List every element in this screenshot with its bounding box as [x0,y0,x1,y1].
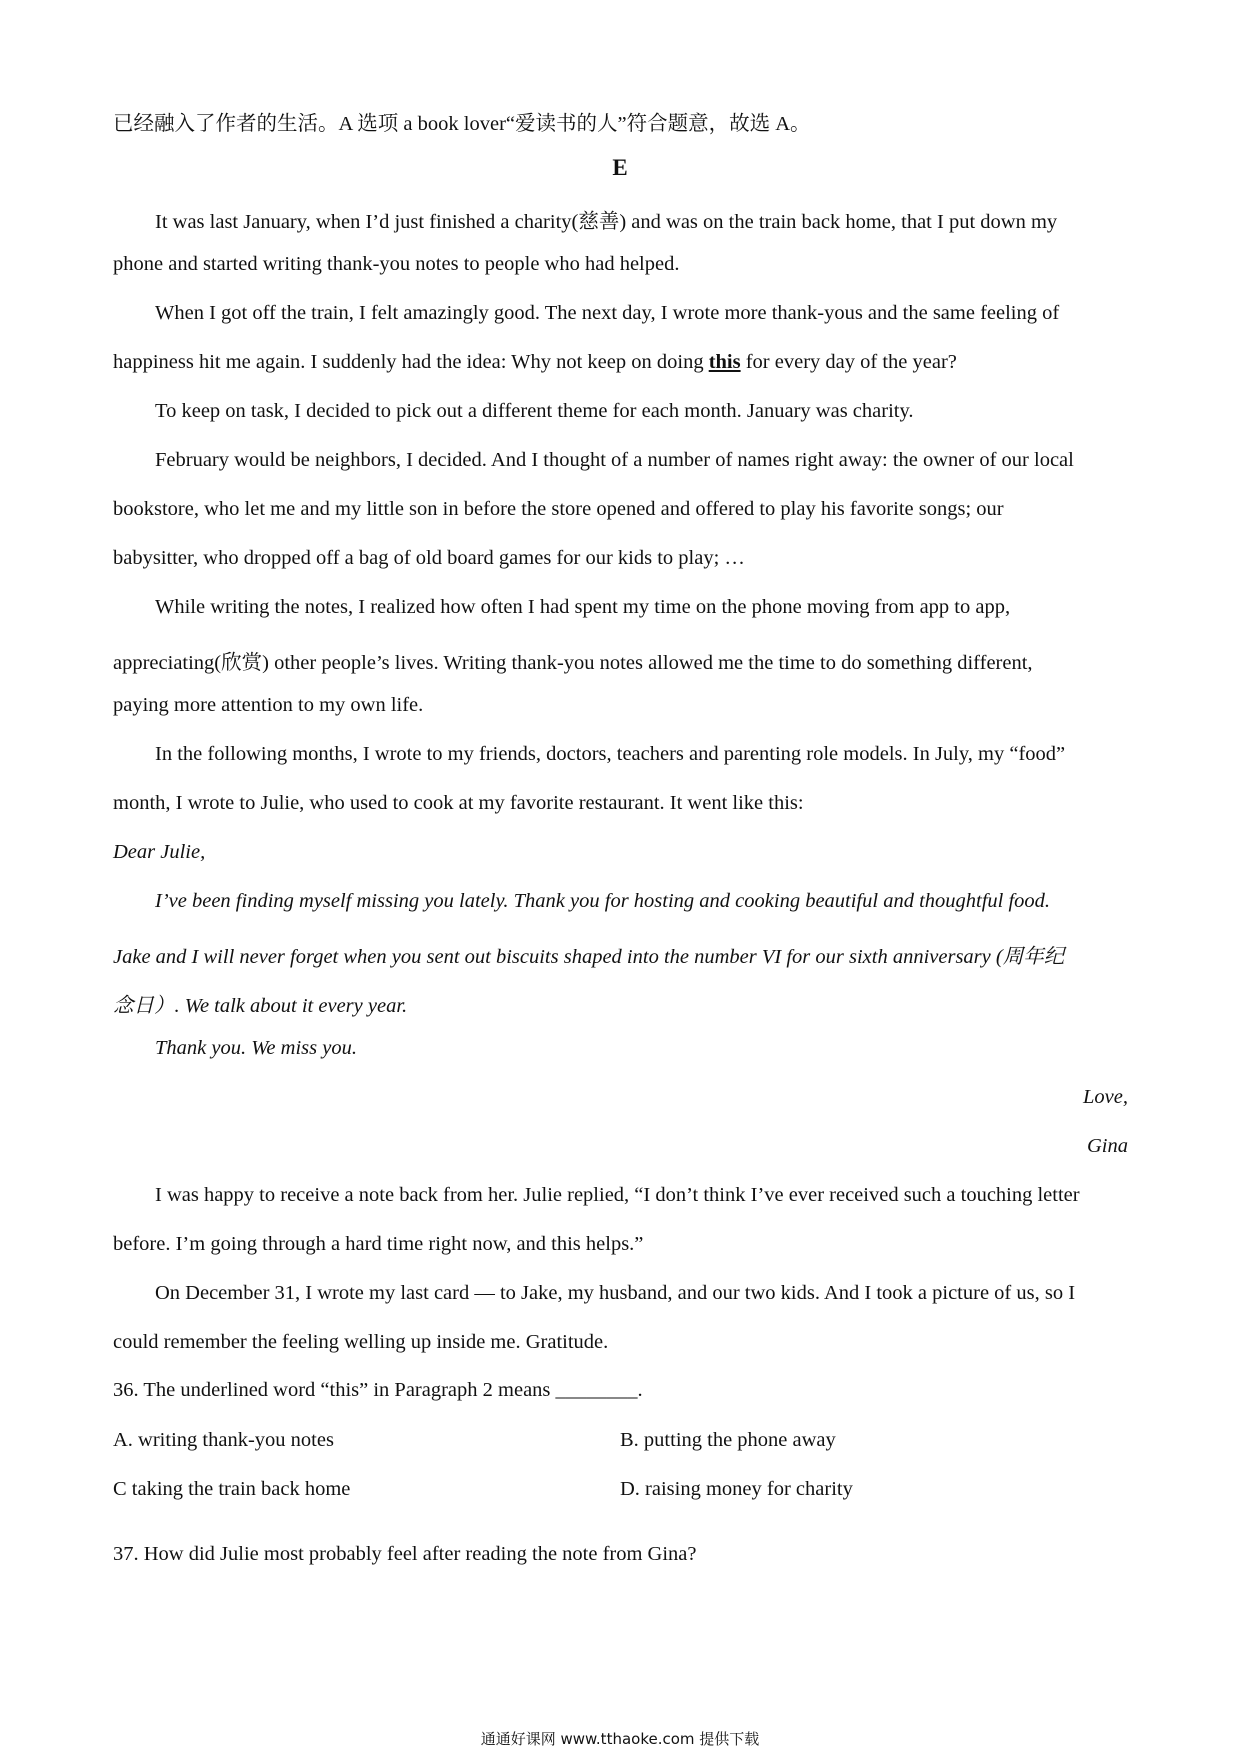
paragraph-6-line-1: In the following months, I wrote to my friends, doctors, teachers and parenting role models. In July, my “food” [155,743,1066,765]
letter-line-2: Jake and I will never forget when you sent out biscuits shaped into the number VI for our sixth anniversary (周年纪 [113,946,1065,968]
letter-line-3: 念日）. We talk about it every year. [113,995,408,1017]
paragraph-1-line-1: It was last January, when I’d just finished a charity(慈善) and was on the train back home, that I put down my [155,211,1058,233]
paragraph-4-line-2: bookstore, who let me and my little son in before the store opened and offered to play his favorite songs; our [113,498,1004,520]
paragraph-7-line-1: I was happy to receive a note back from her. Julie replied, “I don’t think I’ve ever received such a touching letter [155,1184,1080,1206]
previous-answer-explanation: 已经融入了作者的生活。A 选项 a book lover“爱读书的人”符合题意，故选 A。 [113,113,811,135]
paragraph-6-line-2: month, I wrote to Julie, who used to cook at my favorite restaurant. It went like this: [113,792,804,814]
letter-line-4: Thank you. We miss you. [155,1037,357,1059]
underlined-word: this [708,351,741,373]
paragraph-2-text-after: for every day of the year? [740,351,957,373]
question-36-option-b: B. putting the phone away [620,1429,836,1451]
paragraph-8-line-2: could remember the feeling welling up inside me. Gratitude. [113,1331,609,1353]
question-36-option-c: C taking the train back home [113,1478,351,1500]
paragraph-3-line-1: To keep on task, I decided to pick out a different theme for each month. January was charity. [155,400,914,422]
paragraph-5-line-2: appreciating(欣赏) other people’s lives. Writing thank-you notes allowed me the time to do something different, [113,652,1033,674]
paragraph-4-line-3: babysitter, who dropped off a bag of old board games for our kids to play; … [113,547,745,569]
paragraph-2-text-before: happiness hit me again. I suddenly had the idea: Why not keep on doing [113,351,709,373]
question-37-stem: 37. How did Julie most probably feel after reading the note from Gina? [113,1543,697,1565]
paragraph-5-line-3: paying more attention to my own life. [113,694,424,716]
letter-greeting: Dear Julie, [113,841,206,863]
question-36-stem: 36. The underlined word “this” in Paragraph 2 means ________. [113,1379,643,1401]
paragraph-4-line-1: February would be neighbors, I decided. And I thought of a number of names right away: the owner of our local [155,449,1074,471]
paragraph-7-line-2: before. I’m going through a hard time right now, and this helps.” [113,1233,644,1255]
paragraph-8-line-1: On December 31, I wrote my last card — to Jake, my husband, and our two kids. And I took a picture of us, so I [155,1282,1076,1304]
question-36-option-d: D. raising money for charity [620,1478,853,1500]
paragraph-1-line-2: phone and started writing thank-you notes to people who had helped. [113,253,680,275]
paragraph-2-line-2 [113,351,957,374]
paragraph-2-line-1: When I got off the train, I felt amazingly good. The next day, I wrote more thank-yous and the same feeling of [155,302,1060,324]
paragraph-5-line-1: While writing the notes, I realized how often I had spent my time on the phone moving from app to app, [155,596,1011,618]
page-footer: 通通好课网 www.tthaoke.com 提供下载 [480,1730,760,1748]
letter-line-1: I’ve been finding myself missing you lately. Thank you for hosting and cooking beautiful and thoughtful food. [155,890,1051,912]
letter-closing: Love, [1083,1086,1128,1108]
section-title: E [612,155,628,180]
letter-signature: Gina [1087,1135,1128,1157]
question-36-option-a: A. writing thank-you notes [113,1429,334,1451]
